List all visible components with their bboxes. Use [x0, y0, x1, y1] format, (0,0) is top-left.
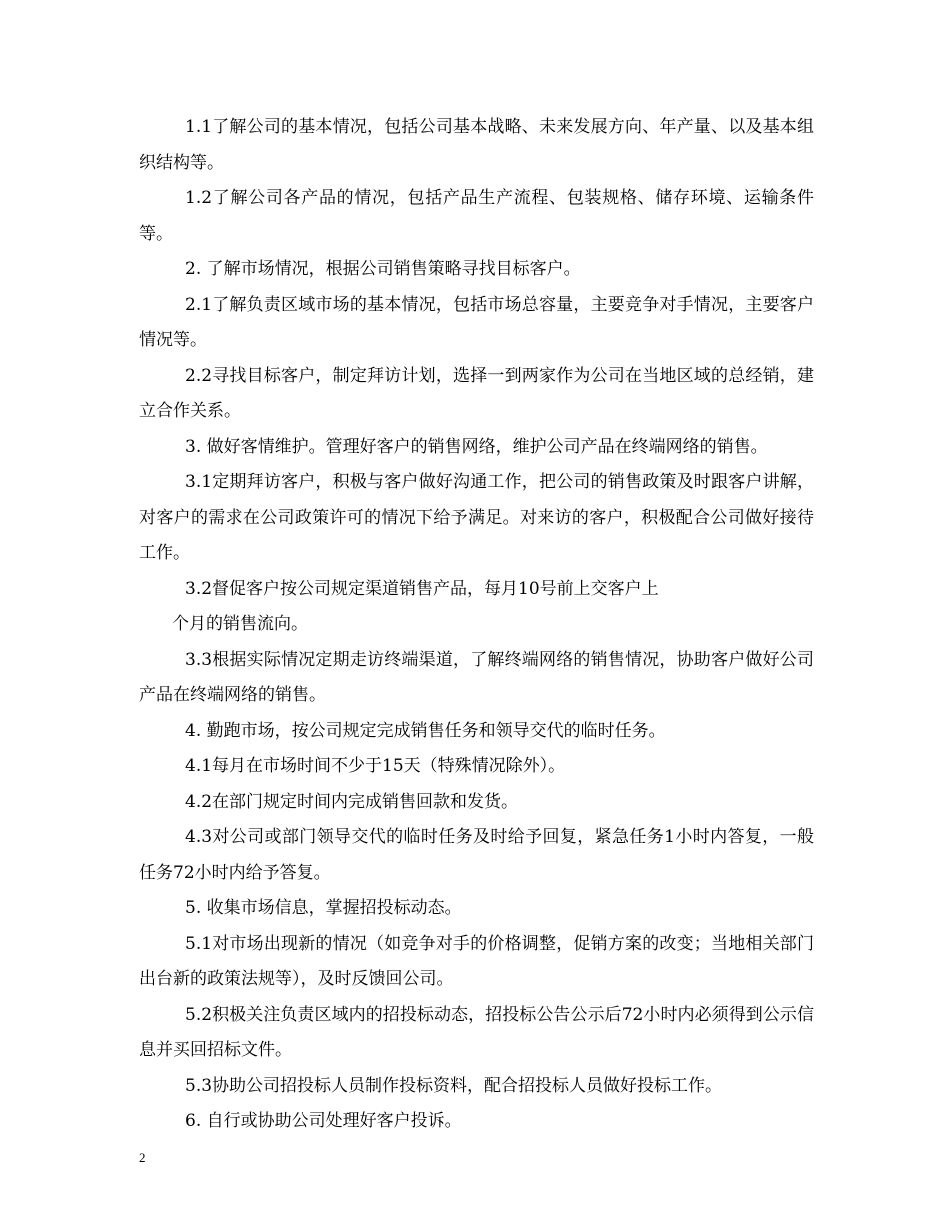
paragraph-2: 2. 了解市场情况，根据公司销售策略寻找目标客户。 — [185, 259, 581, 279]
paragraph-5-2: 5.2积极关注负责区域内的招投标动态，招投标公告公示后72小时内必须得到公示信息并买回招标文件。 — [139, 1004, 814, 1060]
paragraph-5-3: 5.3协助公司招投标人员制作投标资料，配合招投标人员做好投标工作。 — [185, 1075, 723, 1096]
paragraph-3-2: 3.2督促客户按公司规定渠道销售产品，每月10号前上交客户上 — [185, 578, 659, 599]
paragraph-6: 6. 自行或协助公司处理好客户投诉。 — [185, 1111, 462, 1131]
paragraph-4-3: 4.3对公司或部门领导交代的临时任务及时给予回复，紧急任务1小时内答复，一般任务72小时内给予答复。 — [139, 827, 814, 883]
page-number: 2 — [139, 1150, 146, 1165]
paragraph-2-2: 2.2寻找目标客户，制定拜访计划，选择一到两家作为公司在当地区域的总经销，建立合作关系。 — [139, 365, 814, 421]
paragraph-2-1: 2.1了解负责区域市场的基本情况，包括市场总容量，主要竞争对手情况，主要客户情况等。 — [139, 294, 814, 350]
paragraph-5: 5. 收集市场信息，掌握招投标动态。 — [185, 898, 462, 918]
paragraph-5-1: 5.1对市场出现新的情况（如竞争对手的价格调整，促销方案的改变；当地相关部门出台新的政策法规等），及时反馈回公司。 — [139, 933, 814, 989]
paragraph-1-1: 1.1了解公司的基本情况，包括公司基本战略、未来发展方向、年产量、以及基本组织结构等。 — [139, 117, 814, 173]
paragraph-3-3: 3.3根据实际情况定期走访终端渠道，了解终端网络的销售情况，协助客户做好公司产品在终端网络的销售。 — [139, 649, 814, 705]
paragraph-3-2-continued: 个月的销售流向。 — [172, 614, 308, 634]
paragraph-3-1: 3.1定期拜访客户，积极与客户做好沟通工作，把公司的销售政策及时跟客户讲解，对客户的需求在公司政策许可的情况下给予满足。对来访的客户，积极配合公司做好接待工作。 — [139, 472, 814, 563]
paragraph-4: 4. 勤跑市场，按公司规定完成销售任务和领导交代的临时任务。 — [185, 720, 666, 741]
paragraph-4-1: 4.1每月在市场时间不少于15天（特殊情况除外）。 — [185, 756, 566, 776]
document-body — [139, 110, 814, 1140]
paragraph-3: 3. 做好客情维护。管理好客户的销售网络，维护公司产品在终端网络的销售。 — [185, 436, 768, 457]
paragraph-4-2: 4.2在部门规定时间内完成销售回款和发货。 — [185, 791, 519, 812]
paragraph-1-2: 1.2了解公司各产品的情况，包括产品生产流程、包装规格、储存环境、运输条件等。 — [139, 188, 814, 244]
